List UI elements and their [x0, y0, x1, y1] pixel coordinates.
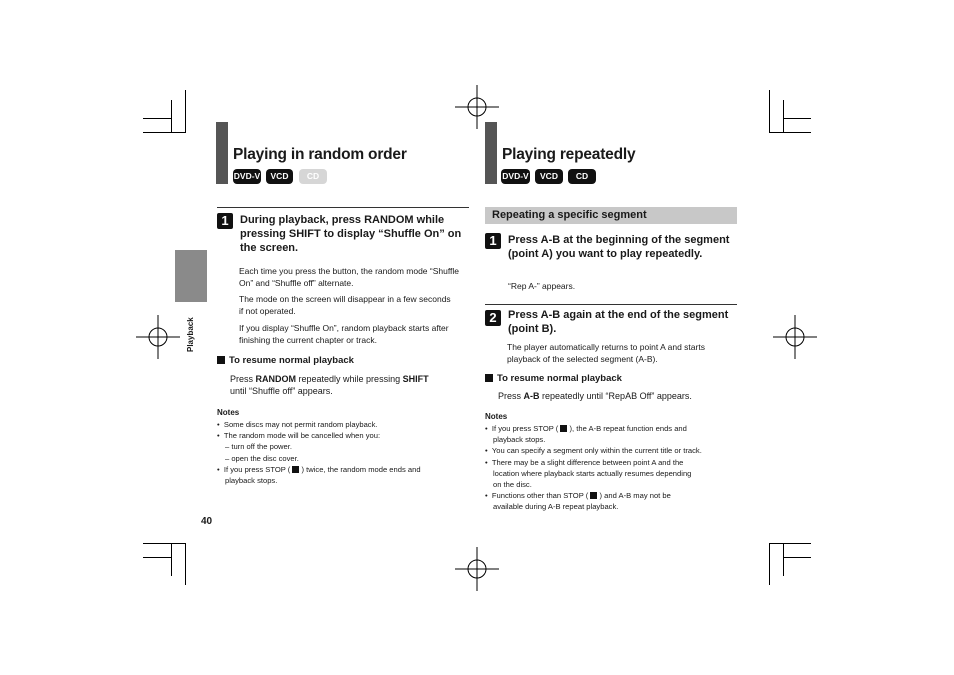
note-continuation: on the disc.	[493, 480, 532, 490]
page-title: Playing in random order	[233, 146, 407, 163]
resume-text: Press A-B repeatedly until “RepAB Off” appears.	[498, 391, 692, 401]
step-text: Each time you press the button, the random mode “Shuffle On” and “Shuffle off” alternate.	[239, 266, 460, 288]
step-text: If you display “Shuffle On”, random playback starts after finishing the current chapter or track.	[239, 323, 449, 345]
side-tab-block	[175, 250, 207, 302]
badge-vcd: VCD	[535, 169, 563, 184]
notes-list	[217, 419, 469, 486]
note-subitem: – open the disc cover.	[225, 453, 299, 463]
note-continuation: location where playback starts actually resumes depending	[493, 468, 692, 478]
side-tab-label: Playback	[186, 317, 195, 352]
registration-mark-icon	[136, 315, 180, 359]
note-item: • If you press STOP ( ), the A-B repeat function ends and	[485, 424, 687, 433]
step-text: “Rep A-” appears.	[508, 281, 576, 291]
left-heading-bar	[216, 122, 228, 184]
right-heading-bar	[485, 122, 497, 184]
resume-heading: To resume normal playback	[217, 355, 354, 366]
badge-dvd-v: DVD-V	[501, 169, 530, 184]
badge-cd-disabled: CD	[299, 169, 327, 184]
step-text: The player automatically returns to point A and starts playback of the selected segment (A-B).	[507, 342, 705, 364]
step-number: 1	[485, 233, 501, 249]
note-subitem: – turn off the power.	[225, 442, 292, 452]
badge-cd: CD	[568, 169, 596, 184]
badge-dvd-v: DVD-V	[233, 169, 261, 184]
resume-text: Press RANDOM repeatedly while pressing SHIFT until “Shuffle off” appears.	[230, 374, 429, 396]
notes-heading: Notes	[217, 408, 240, 417]
step-heading: Press A-B at the beginning of the segment (point A) you want to play repeatedly.	[508, 234, 730, 260]
note-item: • Some discs may not permit random playback.	[217, 420, 378, 429]
page-number: 40	[201, 516, 213, 527]
step-heading: Press A-B again at the end of the segment (point B).	[508, 309, 729, 335]
square-bullet-icon	[485, 374, 493, 382]
registration-mark-icon	[455, 547, 499, 591]
subsection-banner: Repeating a specific segment	[485, 207, 737, 224]
note-continuation: playback stops.	[225, 476, 278, 486]
step-number: 1	[217, 213, 233, 229]
note-item: • The random mode will be cancelled when you:	[217, 431, 381, 441]
step-heading: During playback, press RANDOM while pressing SHIFT to display “Shuffle On” on the screen.	[240, 214, 462, 254]
note-item: • If you press STOP ( ) twice, the random mode ends and	[217, 464, 421, 474]
note-continuation: playback stops.	[493, 435, 546, 445]
section-title: Playing repeatedly	[502, 146, 636, 163]
step-text: The mode on the screen will disappear in a few seconds if not operated.	[239, 294, 451, 316]
square-bullet-icon	[217, 356, 225, 364]
note-item: • There may be a slight difference between point A and the	[485, 457, 684, 467]
badge-vcd: VCD	[266, 169, 293, 184]
resume-heading: To resume normal playback	[485, 373, 622, 384]
note-continuation: available during A-B repeat playback.	[493, 502, 619, 512]
registration-mark-icon	[773, 315, 817, 359]
notes-list	[485, 423, 740, 513]
note-item: • You can specify a segment only within the current title or track.	[485, 446, 702, 456]
divider	[217, 207, 469, 208]
notes-heading: Notes	[485, 412, 508, 421]
divider	[485, 304, 737, 305]
note-item: • Functions other than STOP ( ) and A-B may not be	[485, 491, 671, 501]
step-number: 2	[485, 310, 501, 326]
